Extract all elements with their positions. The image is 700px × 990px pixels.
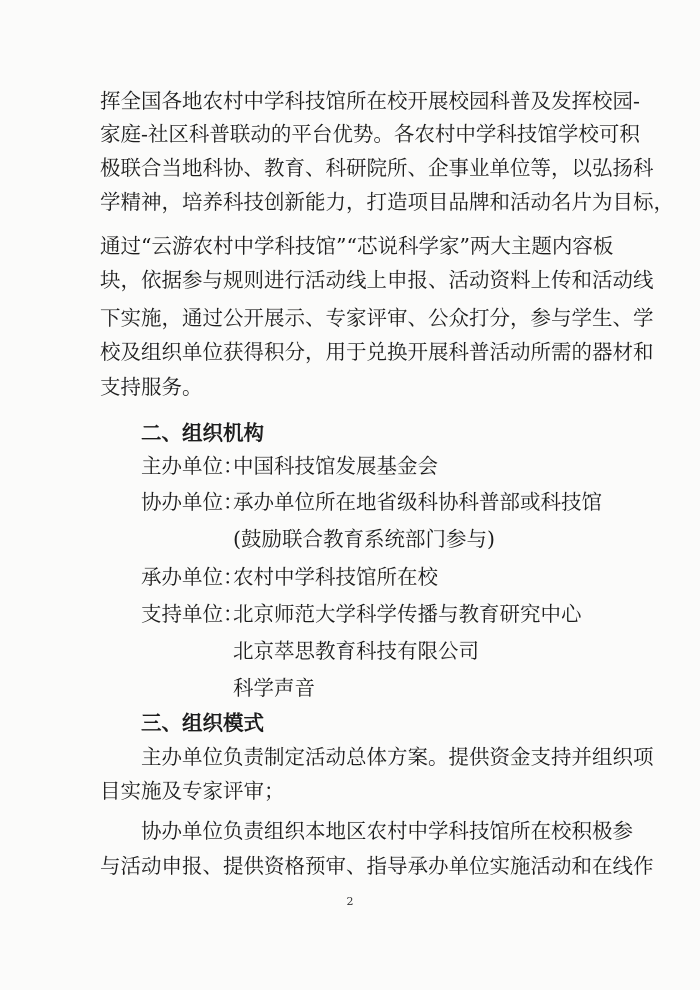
intro-line-4: 学精神，培养科技创新能力，打造项目品牌和活动名片为目标， [100,190,674,214]
intro-line-5: 通过“云游农村中学科技馆”“芯说科学家”两大主题内容板 [100,234,614,258]
section-heading-mode: 三、组织模式 [141,711,264,735]
intro-line-1: 挥全国各地农村中学科技馆所在校开展校园科普及发挥校园- [100,89,640,113]
sponsor-value: 中国科技馆发展基金会 [233,454,438,478]
supporter-item: 北京师范大学科学传播与教育研究中心 [233,602,582,626]
co-organizer-row [141,487,651,517]
organizer-label: 承办单位： [141,565,244,589]
mode-para2-line-1: 协办单位负责组织本地区农村中学科技馆所在校积极参 [141,819,633,843]
intro-line-2: 家庭-社区科普联动的平台优势。各农村中学科技馆学校可积 [100,122,640,146]
mode-para2-line-2: 与活动申报、提供资格预审、指导承办单位实施活动和在线作 [100,854,654,878]
intro-line-3: 极联合当地科协、教育、科研院所、企事业单位等，以弘扬科 [100,156,654,180]
supporter-label: 支持单位： [141,602,244,626]
intro-line-9: 支持服务。 [100,375,203,399]
supporter-item: 科学声音 [233,676,315,700]
intro-line-8: 校及组织单位获得积分，用于兑换开展科普活动所需的器材和 [100,340,654,364]
sponsor-row [141,451,651,481]
mode-para1-line-2: 目实施及专家评审； [100,779,285,803]
intro-line-6: 块，依据参与规则进行活动线上申报、活动资料上传和活动线 [100,268,654,292]
intro-line-7: 下实施，通过公开展示、专家评审、公众打分，参与学生、学 [100,306,654,330]
co-organizer-label: 协办单位： [141,490,244,514]
co-organizer-note: (鼓励联合教育系统部门参与) [233,527,495,551]
section-heading-organization: 二、组织机构 [141,421,264,445]
co-organizer-value: 承办单位所在地省级科协科普部或科技馆 [233,490,602,514]
organizer-row [141,562,651,592]
organizer-value: 农村中学科技馆所在校 [233,565,438,589]
supporter-item: 北京萃思教育科技有限公司 [233,639,479,663]
page-number: 2 [346,895,354,908]
mode-para1-line-1: 主办单位负责制定活动总体方案。提供资金支持并组织项 [141,745,654,769]
supporter-row [141,599,651,629]
sponsor-label: 主办单位： [141,454,244,478]
